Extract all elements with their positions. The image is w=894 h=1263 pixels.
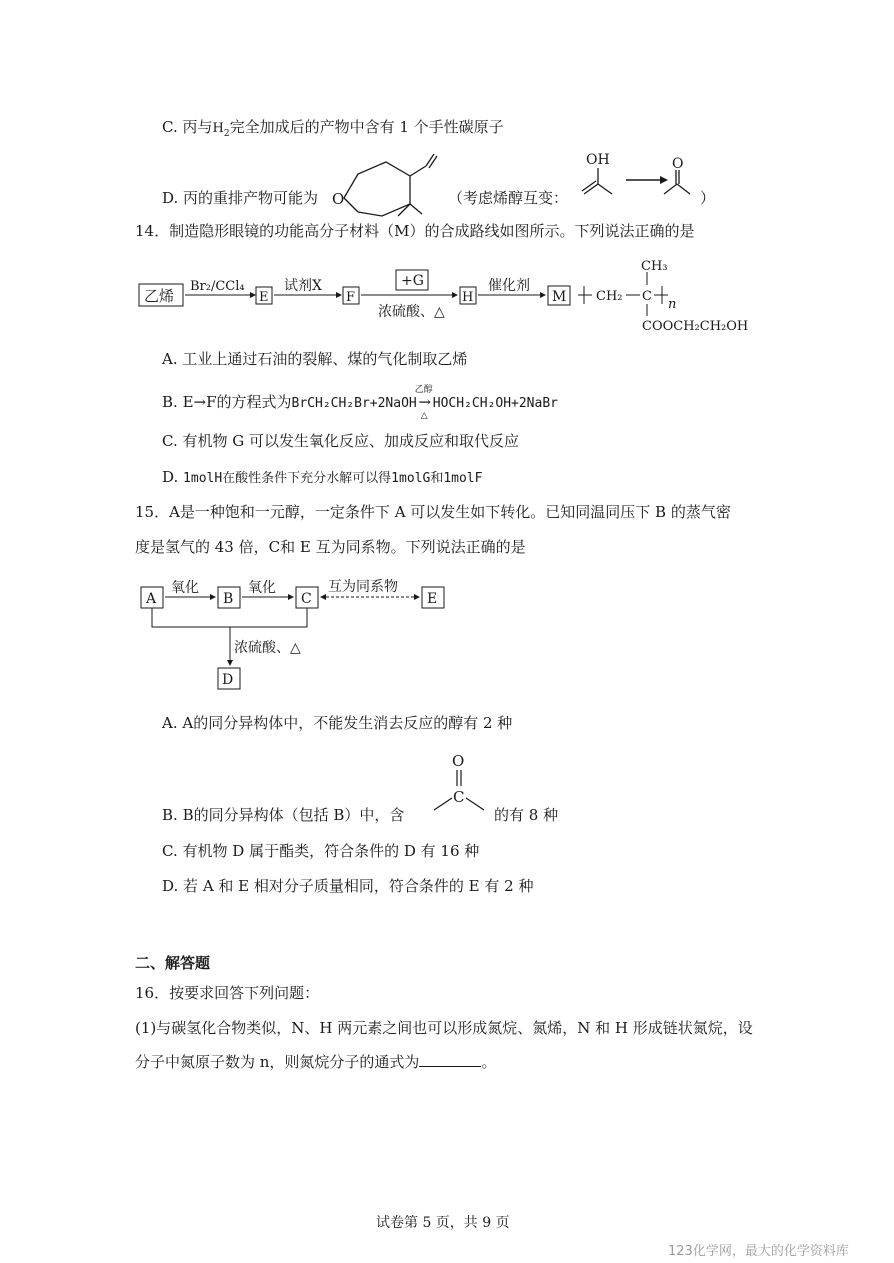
start-label: 乙烯 xyxy=(144,287,175,305)
oxidation-label-1: 氧化 xyxy=(171,580,199,596)
rearranged-product-structure xyxy=(330,142,450,217)
q16-part1-end: 。 xyxy=(481,1053,497,1071)
option-text: 有机物 D 属于酯类，符合条件的 D 有 16 种 xyxy=(182,842,480,860)
ester-connector xyxy=(152,608,307,627)
label-f: F xyxy=(346,290,356,305)
q14-option-d xyxy=(162,467,482,489)
label-h: H xyxy=(462,290,474,305)
equation-left: BrCH₂CH₂Br+2NaOH xyxy=(291,396,417,411)
q14-option-a xyxy=(162,349,467,369)
q15-stem-line-2: 度是氢气的 43 倍，C和 E 互为同系物。下列说法正确的是 xyxy=(135,538,526,556)
option-letter: A. xyxy=(162,350,178,368)
arrowhead-4 xyxy=(540,292,546,298)
arrowhead-b-c xyxy=(288,594,294,600)
polymer-ch2: CH₂ xyxy=(596,289,623,304)
q15-option-c xyxy=(162,841,479,861)
option-text: 若 A 和 E 相对分子质量相同，符合条件的 E 有 2 种 xyxy=(183,877,534,895)
q13-option-d xyxy=(162,188,318,208)
vinyl-bond xyxy=(410,166,426,176)
condition-top: 乙醇 xyxy=(414,385,433,395)
label-c: C xyxy=(301,591,312,607)
q14-option-c xyxy=(162,431,519,451)
option-letter: C. xyxy=(162,842,178,860)
option-text: 丙的重排产物可能为 xyxy=(183,189,319,207)
label-e: E xyxy=(259,290,269,305)
option-text: B的同分异构体（包括 B）中，含 xyxy=(182,806,405,824)
vinyl-double-bond-2 xyxy=(429,156,437,168)
tautomer-arrowhead xyxy=(660,176,668,184)
methyl-bond-2 xyxy=(398,204,410,216)
q16-part1-text: 分子中氮原子数为 n，则氮烷分子的通式为 xyxy=(135,1053,420,1071)
option-text: 丙与 xyxy=(182,118,213,136)
option-text: E→F的方程式为 xyxy=(182,393,292,411)
label-d: D xyxy=(222,672,234,688)
q13-option-c xyxy=(162,117,504,144)
h2-symbol: H xyxy=(212,121,224,136)
q14-stem: 14．制造隐形眼镜的功能高分子材料（M）的合成路线如图所示。下列说法正确的是 xyxy=(135,222,695,240)
reagent-2: 试剂X xyxy=(284,278,322,294)
h2-subscript: 2 xyxy=(223,129,230,139)
arrowhead-1 xyxy=(250,292,256,298)
oxidation-label-2: 氧化 xyxy=(248,580,276,596)
enol-note-open: （考虑烯醇互变： xyxy=(448,189,569,207)
polymer-n: n xyxy=(668,297,677,312)
option-text-suffix: 完全加成后的产物中含有 1 个手性碳原子 xyxy=(229,118,504,136)
enol-note-close: ） xyxy=(700,189,716,207)
q14-synthesis-scheme xyxy=(138,252,768,338)
carbonyl-right-bond xyxy=(466,798,484,810)
polymer-ch3: CH₃ xyxy=(641,259,668,274)
reagent-g: +G xyxy=(401,273,424,289)
keto-o-label: O xyxy=(672,156,684,172)
ring-closing-bond xyxy=(344,198,358,212)
label-b: B xyxy=(223,591,234,607)
polymer-c: C xyxy=(642,289,652,304)
methyl-bond-1 xyxy=(410,204,422,214)
keto-methyl-2 xyxy=(677,184,690,194)
arrowhead-2 xyxy=(336,292,342,298)
carbonyl-left-bond xyxy=(434,798,452,810)
arrowhead-a-b xyxy=(210,594,216,600)
option-letter: B. xyxy=(162,806,178,824)
label-a: A xyxy=(146,591,157,607)
q14-option-b xyxy=(162,385,558,421)
arrowhead-3 xyxy=(452,292,458,298)
reagent-3-condition: 浓硫酸、△ xyxy=(378,304,445,320)
equation-right: HOCH₂CH₂OH+2NaBr xyxy=(432,396,558,411)
reagent-4: 催化剂 xyxy=(488,278,530,294)
enol-cc-double-bond xyxy=(584,184,598,194)
enol-methyl-bond xyxy=(598,184,612,194)
option-text: 工业上通过石油的裂解、煤的气化制取乙烯 xyxy=(182,350,468,368)
carbonyl-c: C xyxy=(453,788,465,806)
reaction-arrow: 乙醇 → △ xyxy=(417,392,433,412)
section-heading: 二、解答题 xyxy=(135,954,211,972)
label-e: E xyxy=(427,591,438,607)
reagent-1: Br₂/CCl₄ xyxy=(190,279,245,294)
enol-keto-tautomer xyxy=(576,150,716,210)
homolog-arrowhead-left xyxy=(320,594,326,600)
option-text: 1molH在酸性条件下充分水解可以得1molG和1molF xyxy=(183,471,483,486)
homolog-label: 互为同系物 xyxy=(328,579,398,595)
option-letter: D. xyxy=(162,877,179,895)
q15-option-d xyxy=(162,876,533,896)
esterification-condition: 浓硫酸、△ xyxy=(234,640,301,656)
q16-part1-line1: (1)与碳氢化合物类似，N、H 两元素之间也可以形成氮烷、氮烯，N 和 H 形成链状氮烷，设 xyxy=(135,1019,753,1037)
option-letter: C. xyxy=(162,432,178,450)
option-letter: C. xyxy=(162,118,178,136)
q15-option-b xyxy=(162,805,404,825)
q15-transformation-scheme xyxy=(138,572,458,694)
option-text: 有机物 G 可以发生氧化反应、加成反应和取代反应 xyxy=(182,432,520,450)
q16-stem: 16．按要求回答下列问题： xyxy=(135,984,320,1002)
enol-oh-label: OH xyxy=(586,152,610,168)
answer-blank[interactable] xyxy=(419,1052,481,1067)
q15-stem-line-1: 15．A是一种饱和一元醇，一定条件下 A 可以发生如下转化。已知同温同压下 B 的蒸气密 xyxy=(135,503,731,521)
q16-part1-line2 xyxy=(135,1052,496,1072)
keto-methyl-1 xyxy=(664,184,677,194)
option-letter: A. xyxy=(162,714,178,732)
site-watermark: 123化学网，最大的化学资料库 xyxy=(668,1244,849,1259)
q15-option-a xyxy=(162,713,512,733)
enol-cc-double-bond-2 xyxy=(582,181,596,191)
q15-option-b-suffix: 的有 8 种 xyxy=(494,806,559,824)
condition-bottom: △ xyxy=(420,411,428,421)
vinyl-double-bond xyxy=(426,154,434,166)
ring-oxygen-label: O xyxy=(332,190,345,208)
option-text: A的同分异构体中，不能发生消去反应的醇有 2 种 xyxy=(182,714,513,732)
carbonyl-structure xyxy=(430,752,494,812)
option-letter: D. xyxy=(162,189,179,207)
carbonyl-o: O xyxy=(452,752,465,770)
label-m: M xyxy=(552,289,567,305)
option-letter: D. xyxy=(162,468,179,486)
polymer-ester: COOCH₂CH₂OH xyxy=(642,319,749,334)
homolog-arrowhead-right xyxy=(414,594,420,600)
arrowhead-to-d xyxy=(227,660,233,666)
page-footer: 试卷第 5 页，共 9 页 xyxy=(376,1215,510,1231)
option-letter: B. xyxy=(162,393,178,411)
